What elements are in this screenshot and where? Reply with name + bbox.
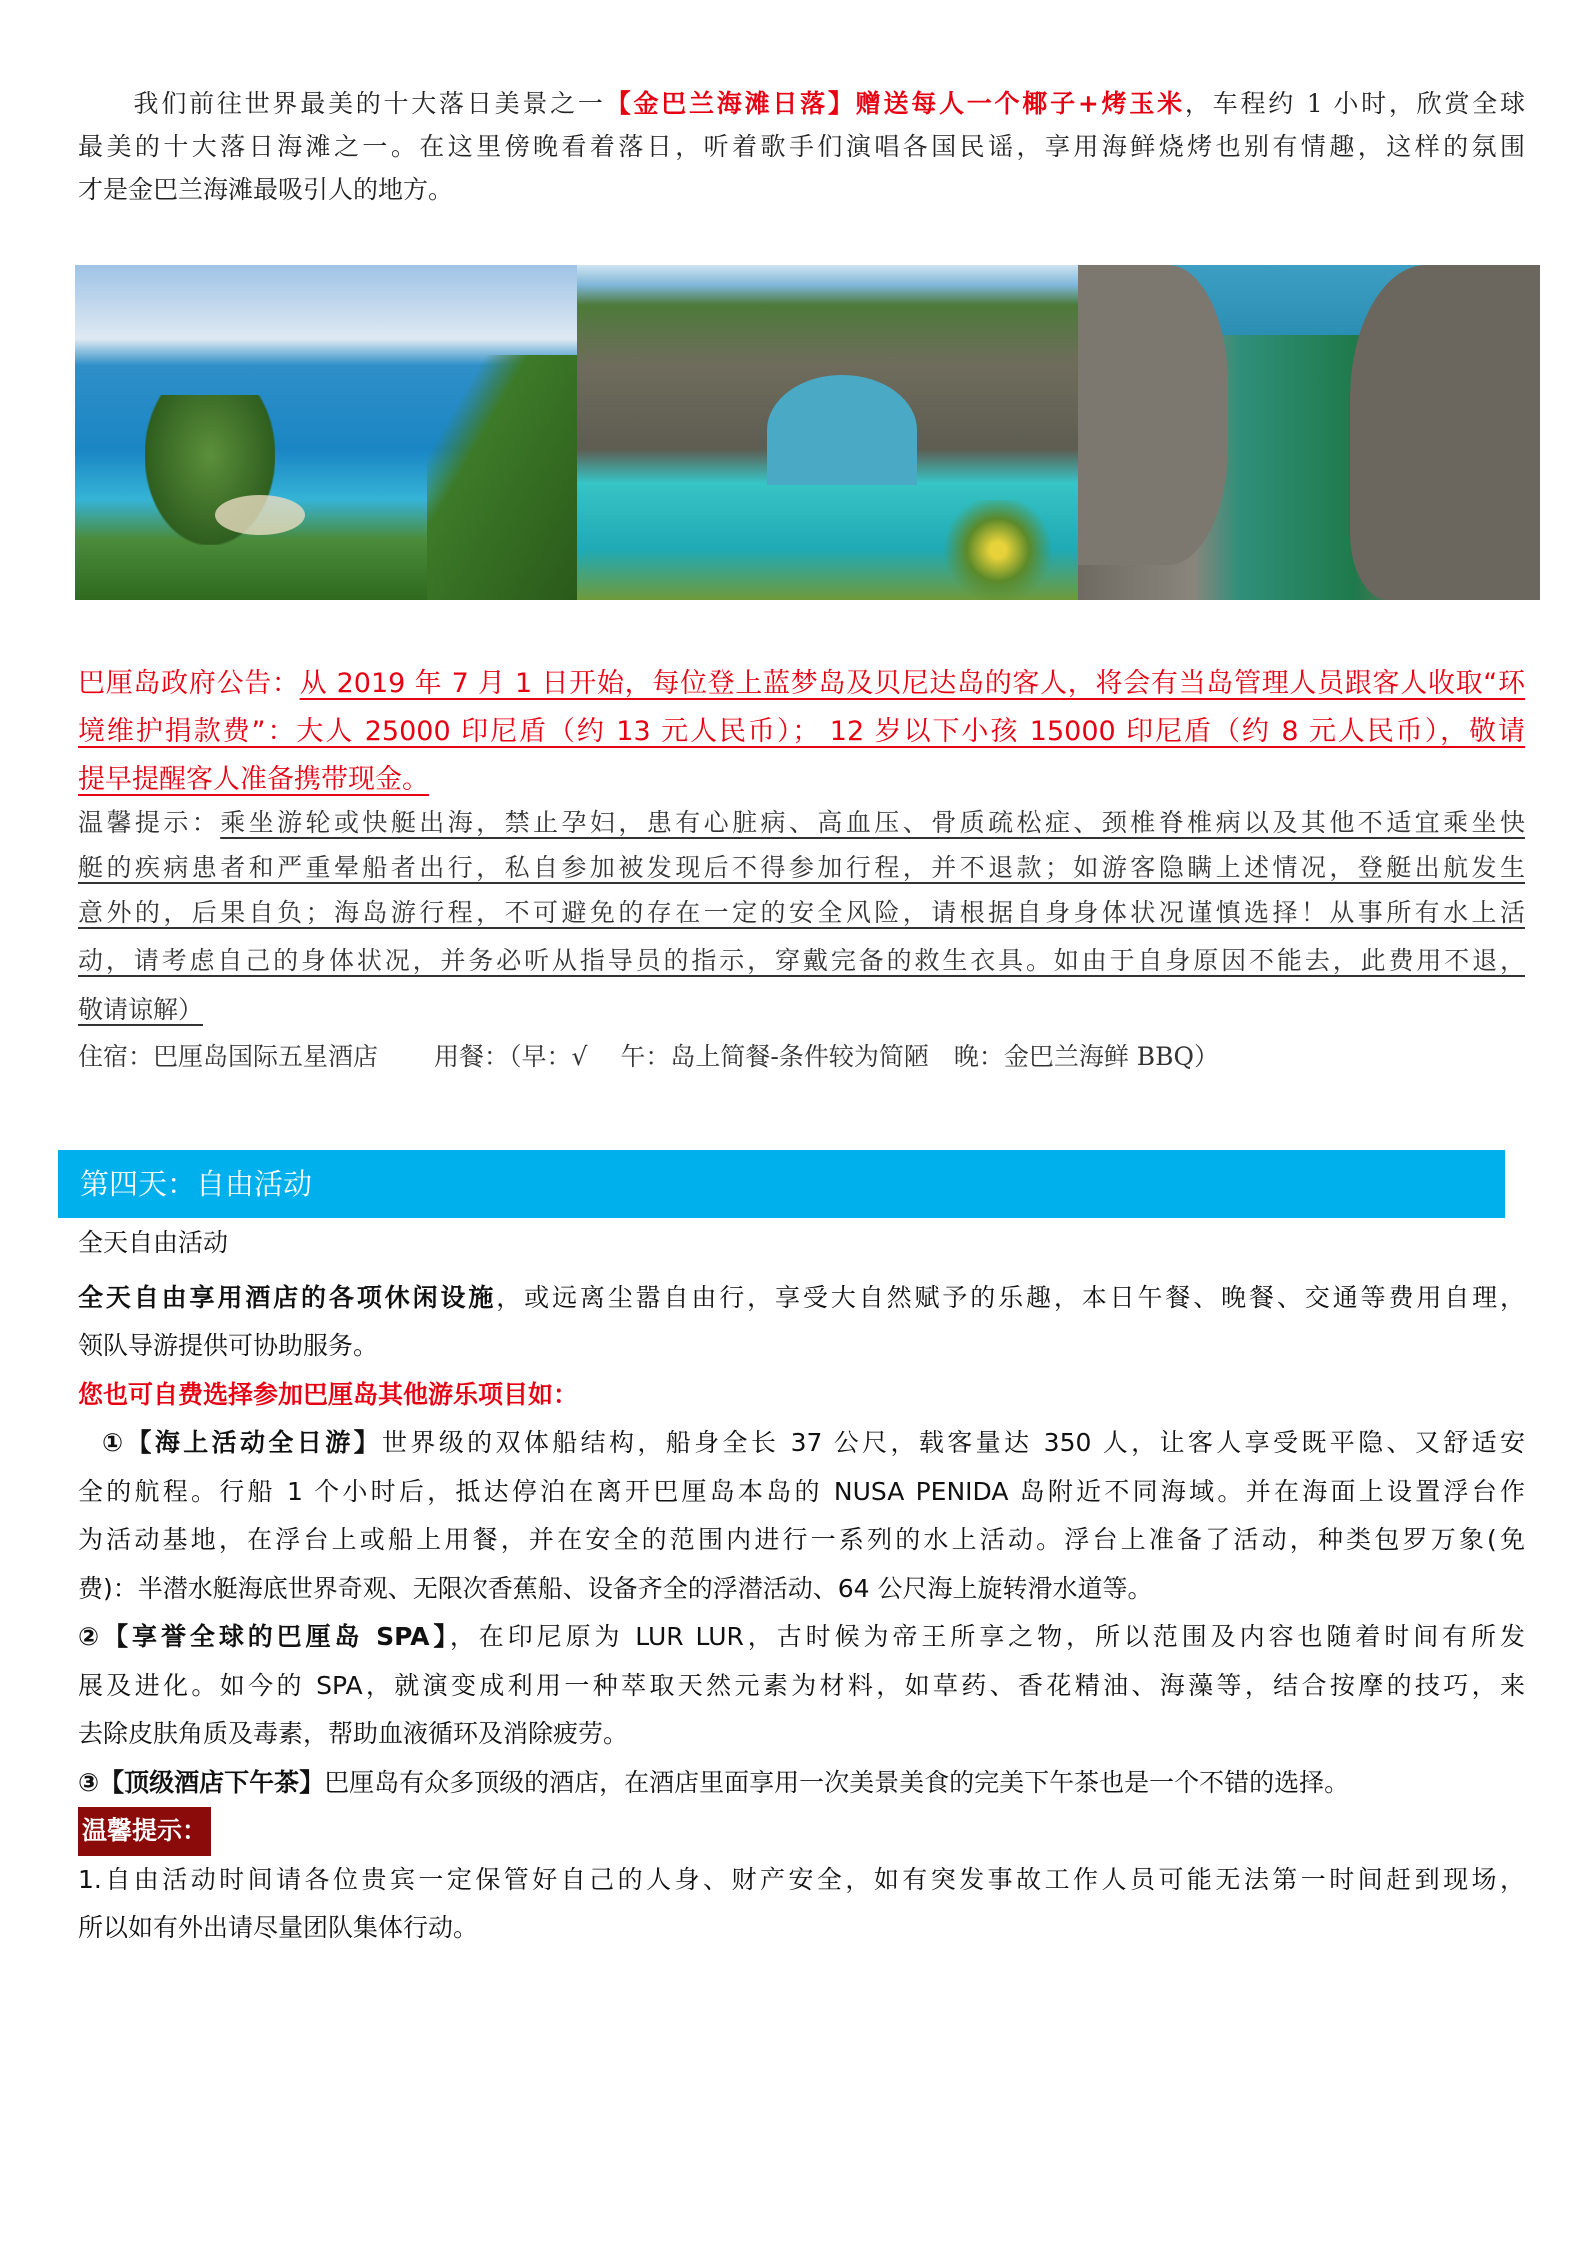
day4-title: 第四天：自由活动 xyxy=(80,1167,313,1201)
day4-content xyxy=(78,1219,1525,1953)
day4-header xyxy=(58,1150,1505,1218)
free-activity-text: 领队导游提供可协助服务。 xyxy=(78,1331,379,1360)
intro-paragraph xyxy=(78,82,1525,211)
sunset-highlight: 【金巴兰海滩日落】赠送每人一个椰子+烤玉米 xyxy=(605,89,1185,118)
free-time-tip: 1.自由活动时间请各位贵宾一定保管好自己的人身、财产安全，如有突发事故工作人员可能无法第一时间赶到现场， xyxy=(78,1864,1525,1894)
sea-activity-text: 费)：半潜水艇海底世界奇观、无限次香蕉船、设备齐全的浮潜活动、64 公尺海上旋转滑水道等。 xyxy=(78,1573,1153,1603)
kelingking-beach-photo xyxy=(75,265,577,600)
sea-activity-title: ①【海上活动全日游】 xyxy=(102,1428,382,1457)
tips-line: 乘坐游轮或快艇出海，禁止孕妇，患有心脏病、高血压、骨质疏松症、颈椎脊椎病以及其他不适宜乘坐快 xyxy=(220,808,1525,837)
free-activity-text: ，或远离尘嚣自由行，享受大自然赋予的乐趣，本日午餐、晚餐、交通等费用自理， xyxy=(496,1282,1525,1312)
spa-text: ，在印尼原为 LUR LUR，古时候为帝王所享之物，所以范围及内容也随着时间有所发 xyxy=(449,1622,1525,1651)
notice-label: 巴厘岛政府公告： xyxy=(78,668,300,699)
tips-line: 动，请考虑自己的身体状况，并务必听从指导员的指示，穿戴完备的救生衣具。如由于自身原因不能去，此费用不退， xyxy=(78,946,1525,975)
notice-line: 境维护捐款费”：大人 25000 印尼盾（约 13 元人民币）； 12 岁以下小孩 15000 印尼盾（约 8 元人民币），敬请 xyxy=(78,716,1525,747)
day4-subtitle: 全天自由活动 xyxy=(78,1228,229,1257)
afternoon-tea-title: ③【顶级酒店下午茶】 xyxy=(78,1767,325,1797)
angels-billabong-photo xyxy=(1078,265,1540,600)
sea-activity-text: 世界级的双体船结构，船身全长 37 公尺，载客量达 350 人，让客人享受既平隐、又舒适安 xyxy=(381,1428,1525,1457)
afternoon-tea-text: 巴厘岛有众多顶级的酒店，在酒店里面享用一次美景美食的完美下午茶也是一个不错的选择。 xyxy=(324,1767,1350,1797)
sea-activity-text: 全的航程。行船 1 个小时后，抵达停泊在离开巴厘岛本岛的 NUSA PENIDA 岛附近不同海域。并在海面上设置浮台作 xyxy=(78,1476,1525,1506)
tips-label: 温馨提示： xyxy=(78,808,221,837)
intro-text: 我们前往世界最美的十大落日美景之一 xyxy=(78,89,606,118)
tips-line: 敬请谅解） xyxy=(78,995,204,1024)
photo-strip xyxy=(75,265,1540,600)
spa-text: 展及进化。如今的 SPA，就演变成利用一种萃取天然元素为材料，如草药、香花精油、海藻等，结合按摩的技巧，来 xyxy=(78,1670,1525,1700)
notice-line: 提早提醒客人准备携带现金。 xyxy=(78,764,429,795)
boat-safety-tips xyxy=(78,800,1525,1079)
sea-activity-text: 为活动基地，在浮台上或船上用餐，并在安全的范围内进行一系列的水上活动。浮台上准备了活动，种类包罗万象(免 xyxy=(78,1525,1525,1554)
spa-title: ②【享誉全球的巴厘岛 SPA】 xyxy=(78,1622,450,1651)
notice-line: 从 2019 年 7 月 1 日开始，每位登上蓝梦岛及贝尼达岛的客人，将会有当岛管理人员跟客人收取“环 xyxy=(299,668,1525,699)
accommodation-info: 住宿：巴厘岛国际五星酒店 xyxy=(78,1042,379,1071)
spa-text: 去除皮肤角质及毒素，帮助血液循环及消除疲劳。 xyxy=(78,1719,629,1748)
intro-text: ，车程约 1 小时，欣赏全球 xyxy=(1184,89,1525,118)
tips-line: 艇的疾病患者和严重晕船者出行，私自参加被发现后不得参加行程，并不退款；如游客隐瞒上述情况，登艇出航发生 xyxy=(78,853,1525,882)
intro-line: 才是金巴兰海滩最吸引人的地方。 xyxy=(78,175,454,204)
tips-badge: 温馨提示： xyxy=(78,1807,211,1856)
meal-info: 用餐：（早：√ 午：岛上简餐-条件较为简陋 晚：金巴兰海鲜 BBQ） xyxy=(434,1042,1220,1071)
government-notice xyxy=(78,660,1525,804)
free-time-tip: 所以如有外出请尽量团队集体行动。 xyxy=(78,1913,479,1942)
intro-line: 最美的十大落日海滩之一。在这里傍晚看着落日，听着歌手们演唱各国民谣，享用海鲜烧烤也别有情趣，这样的氛围 xyxy=(78,132,1525,161)
optional-activities-heading: 您也可自费选择参加巴厘岛其他游乐项目如： xyxy=(78,1379,579,1409)
tips-line: 意外的，后果自负；海岛游行程，不可避免的存在一定的安全风险，请根据自身身体状况谨慎选择！从事所有水上活 xyxy=(78,898,1525,927)
broken-beach-arch-photo xyxy=(577,265,1078,600)
free-activity-highlight: 全天自由享用酒店的各项休闲设施 xyxy=(78,1282,497,1312)
